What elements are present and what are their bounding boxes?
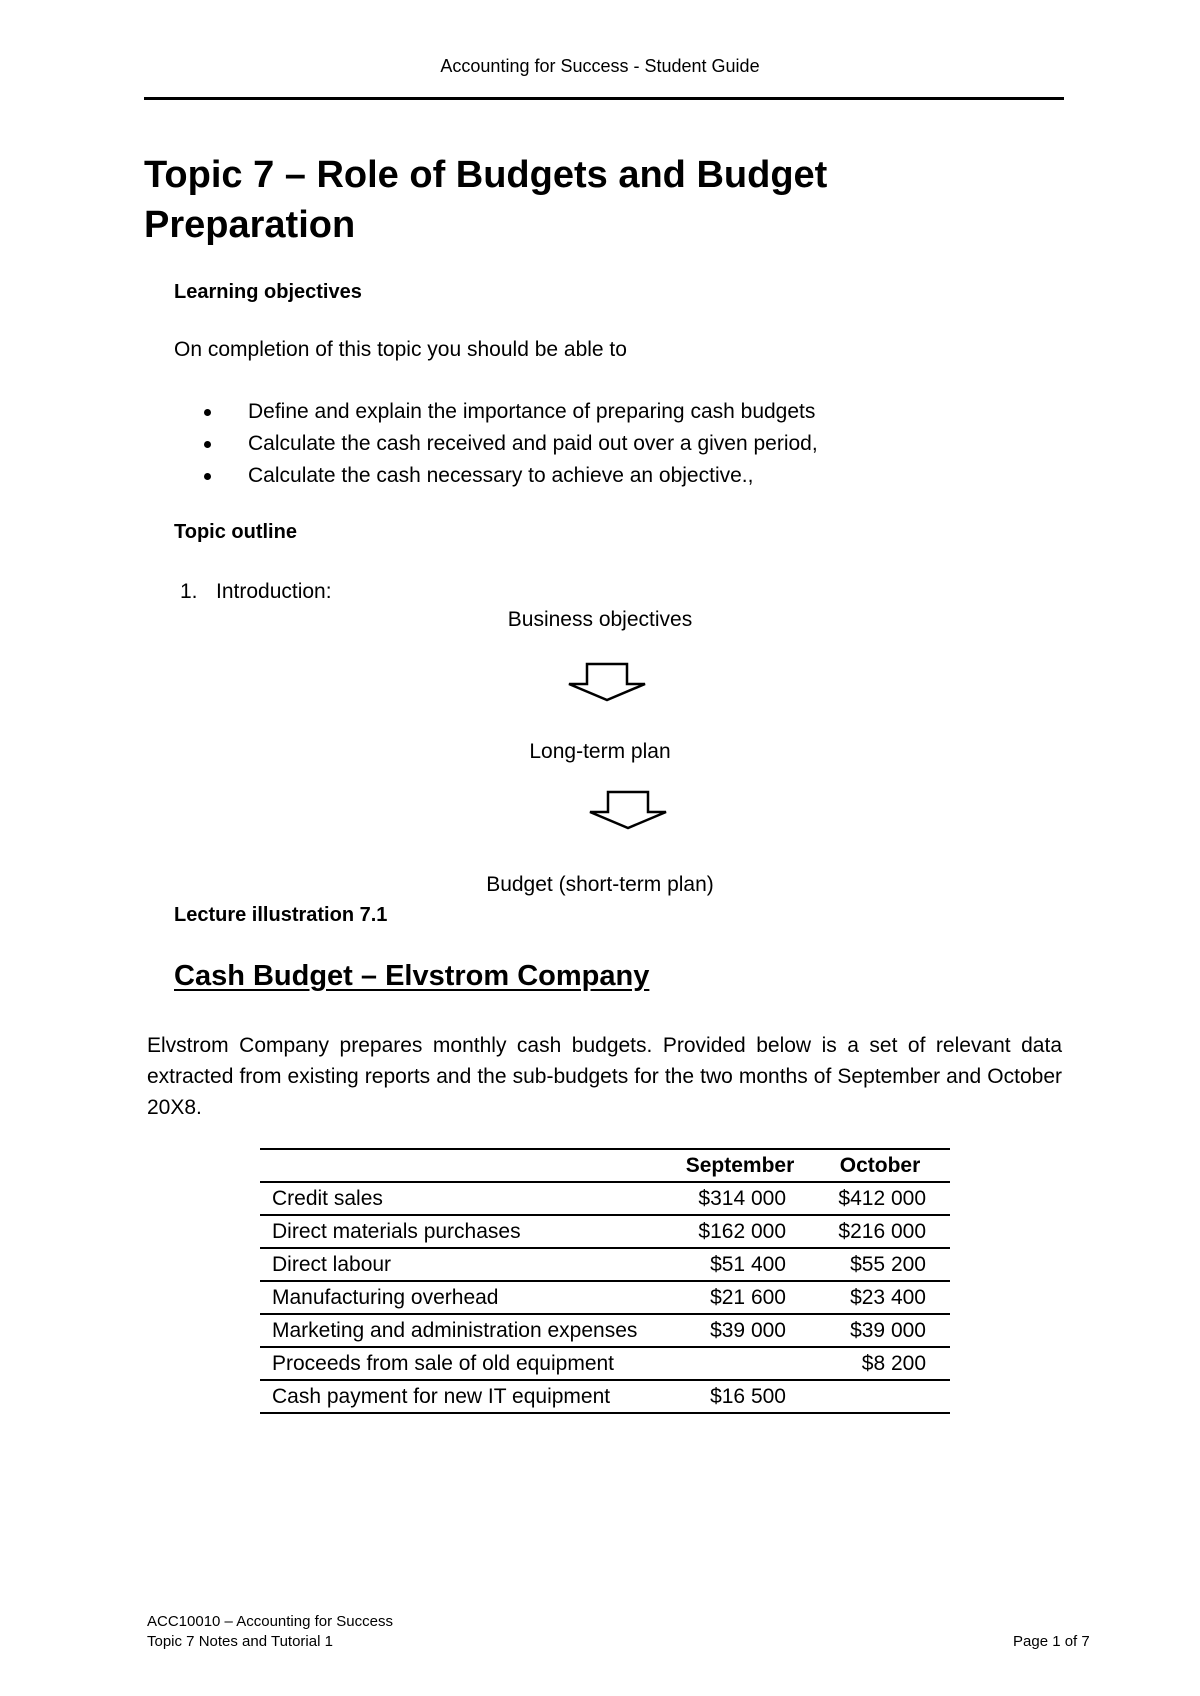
flow-step-long-term-plan: Long-term plan <box>529 740 671 763</box>
outline-item-label: Introduction: <box>216 580 332 603</box>
learning-objectives-heading: Learning objectives <box>174 281 362 303</box>
bullet-icon <box>204 441 211 448</box>
column-header-september: September <box>670 1149 810 1182</box>
table-row <box>260 1281 950 1314</box>
table-row <box>260 1215 950 1248</box>
cell-september <box>670 1347 810 1380</box>
cell-september: $314 000 <box>670 1182 810 1215</box>
row-label: Cash payment for new IT equipment <box>260 1380 670 1413</box>
running-header: Accounting for Success - Student Guide <box>440 56 760 76</box>
row-label: Marketing and administration expenses <box>260 1314 670 1347</box>
cell-september: $162 000 <box>670 1215 810 1248</box>
cell-september: $51 400 <box>670 1248 810 1281</box>
page-title: Topic 7 – Role of Budgets and Budget Preparation <box>144 154 828 246</box>
objectives-list <box>196 396 818 492</box>
list-item: Calculate the cash received and paid out over a given period, <box>196 428 818 460</box>
footer-course-info <box>147 1612 393 1652</box>
cell-october: $8 200 <box>810 1347 950 1380</box>
intro-paragraph: Elvstrom Company prepares monthly cash budgets. Provided below is a set of relevant data extracted from existing reports and the sub-budgets for the two months of September and October 20X8. <box>147 1034 1062 1119</box>
row-label: Direct labour <box>260 1248 670 1281</box>
cell-september: $16 500 <box>670 1380 810 1413</box>
outline-item-number: 1. <box>180 580 198 603</box>
list-item: Calculate the cash necessary to achieve an objective., <box>196 460 818 492</box>
budget-data-table <box>260 1148 950 1414</box>
footer-document: Topic 7 Notes and Tutorial 1 <box>147 1633 333 1650</box>
header-rule <box>144 97 1064 100</box>
footer-course: ACC10010 – Accounting for Success <box>147 1613 393 1630</box>
bullet-icon <box>204 473 211 480</box>
flow-step-business-objectives: Business objectives <box>507 608 693 631</box>
page-number: Page 1 of 7 <box>1013 1633 1090 1650</box>
table-row <box>260 1248 950 1281</box>
cell-october <box>810 1380 950 1413</box>
cell-october: $39 000 <box>810 1314 950 1347</box>
row-label: Manufacturing overhead <box>260 1281 670 1314</box>
table-row <box>260 1347 950 1380</box>
list-item: Define and explain the importance of preparing cash budgets <box>196 396 818 428</box>
down-arrow-icon <box>565 662 649 704</box>
table-row <box>260 1182 950 1215</box>
cell-september: $21 600 <box>670 1281 810 1314</box>
cell-october: $55 200 <box>810 1248 950 1281</box>
row-label: Credit sales <box>260 1182 670 1215</box>
illustration-label: Lecture illustration 7.1 <box>174 904 388 926</box>
cell-october: $216 000 <box>810 1215 950 1248</box>
down-arrow-icon <box>586 790 670 832</box>
row-label: Proceeds from sale of old equipment <box>260 1347 670 1380</box>
table-row <box>260 1380 950 1413</box>
column-header-october: October <box>810 1149 950 1182</box>
bullet-icon <box>204 409 211 416</box>
objectives-intro: On completion of this topic you should be able to <box>174 338 627 361</box>
flow-step-budget: Budget (short-term plan) <box>486 873 714 896</box>
table-row <box>260 1314 950 1347</box>
cell-september: $39 000 <box>670 1314 810 1347</box>
outline-item <box>180 580 332 604</box>
topic-outline-heading: Topic outline <box>174 521 297 543</box>
column-header <box>260 1149 670 1182</box>
cell-october: $23 400 <box>810 1281 950 1314</box>
section-title: Cash Budget – Elvstrom Company <box>174 960 650 992</box>
table-header-row <box>260 1149 950 1182</box>
row-label: Direct materials purchases <box>260 1215 670 1248</box>
cell-october: $412 000 <box>810 1182 950 1215</box>
